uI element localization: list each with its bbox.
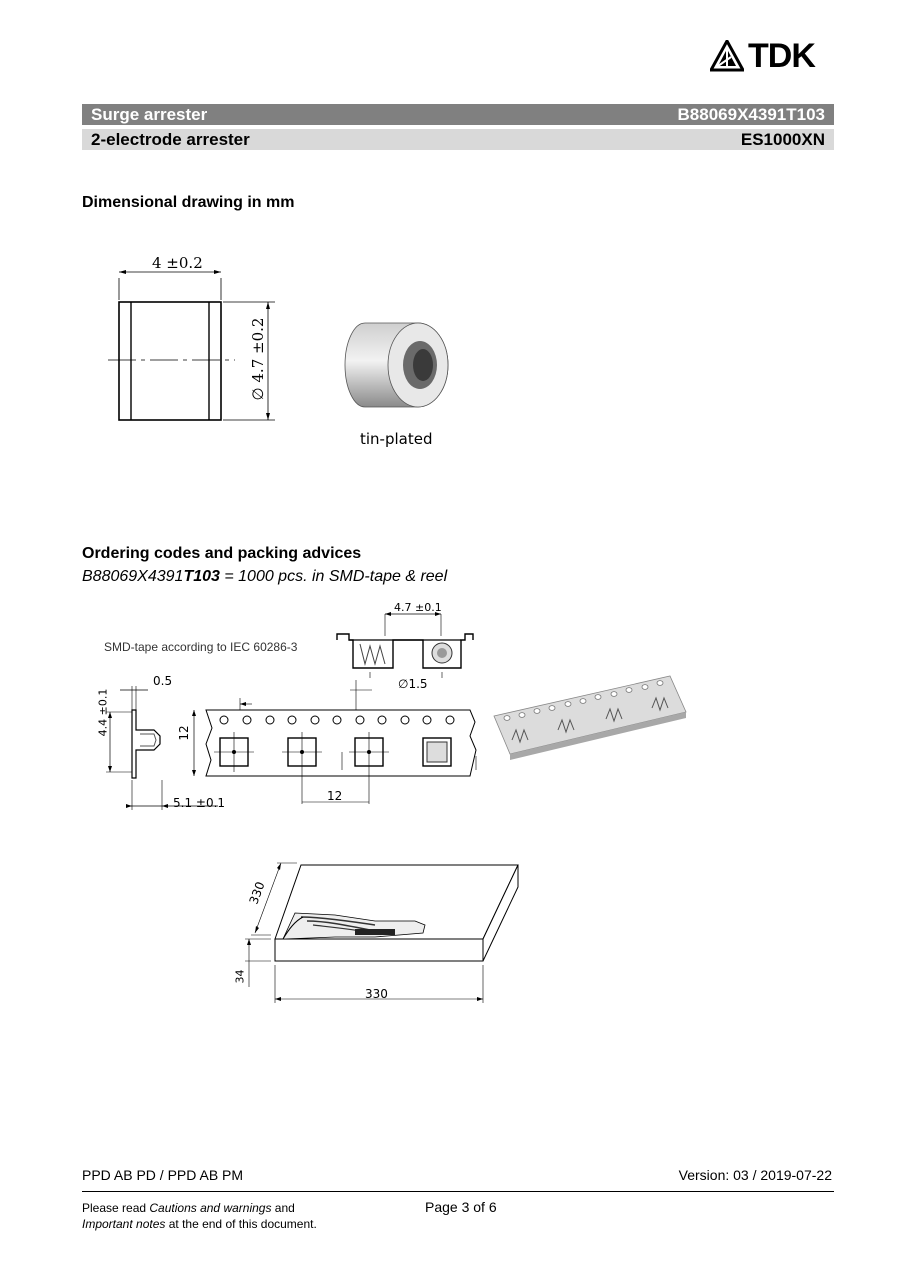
tdk-logo [710,38,836,74]
note-pre: Please read [82,1201,150,1215]
ordering-code-header: B88069X4391T103 [677,105,825,124]
pocket-width-dim: 4.7 ±0.1 [394,601,442,614]
hole-diameter-dim: ∅1.5 [398,677,428,691]
page-number: Page 3 of 6 [425,1199,497,1215]
finish-label: tin-plated [360,430,433,448]
footer-version: Version: 03 / 2019-07-22 [678,1167,832,1183]
code-prefix: B88069X4391 [82,568,184,585]
footer-department: PPD AB PD / PPD AB PM [82,1167,244,1183]
header-bar-primary [82,104,834,125]
tdk-logo-icon [710,40,744,72]
header-bar-secondary [82,129,834,150]
thickness-dim: 0.5 [153,674,173,688]
dimensional-heading: Dimensional drawing in mm [82,194,295,211]
component-3d-render [340,315,455,410]
pitch-dim: 12 [327,789,343,803]
note-cautions-link: Cautions and warnings [149,1201,272,1215]
diameter-dimension: ∅ 4.7 ±0.2 [249,317,267,401]
code-bold: T103 [183,568,220,585]
note-mid: and [271,1201,295,1215]
product-type: Surge arrester [91,105,208,124]
footer-note [82,1200,317,1232]
ordering-code-line [82,568,447,586]
footer-divider [82,1191,834,1192]
series-name: ES1000XN [740,130,825,149]
tdk-logo-text: TDK [748,37,815,75]
tape-3d-render [490,670,690,765]
width-dim: 12 [177,725,191,741]
box-height-dim: 34 [233,969,247,984]
note-post: at the end of this document. [165,1217,317,1231]
box-depth-dim: 330 [246,879,268,907]
offset-dim: 5.1 ±0.1 [173,796,226,810]
length-dimension: 4 ±0.2 [152,254,203,272]
height-dim: 4.4 ±0.1 [96,688,110,737]
ordering-heading: Ordering codes and packing advices [82,545,362,562]
product-subtype: 2-electrode arrester [91,130,250,149]
box-width-dim: 330 [365,987,388,1001]
tape-standard-label: SMD-tape according to IEC 60286-3 [104,640,298,654]
note-important-link: Important notes [82,1217,166,1231]
code-suffix: = 1000 pcs. in SMD-tape & reel [219,568,448,585]
side-view-drawing [100,250,300,430]
